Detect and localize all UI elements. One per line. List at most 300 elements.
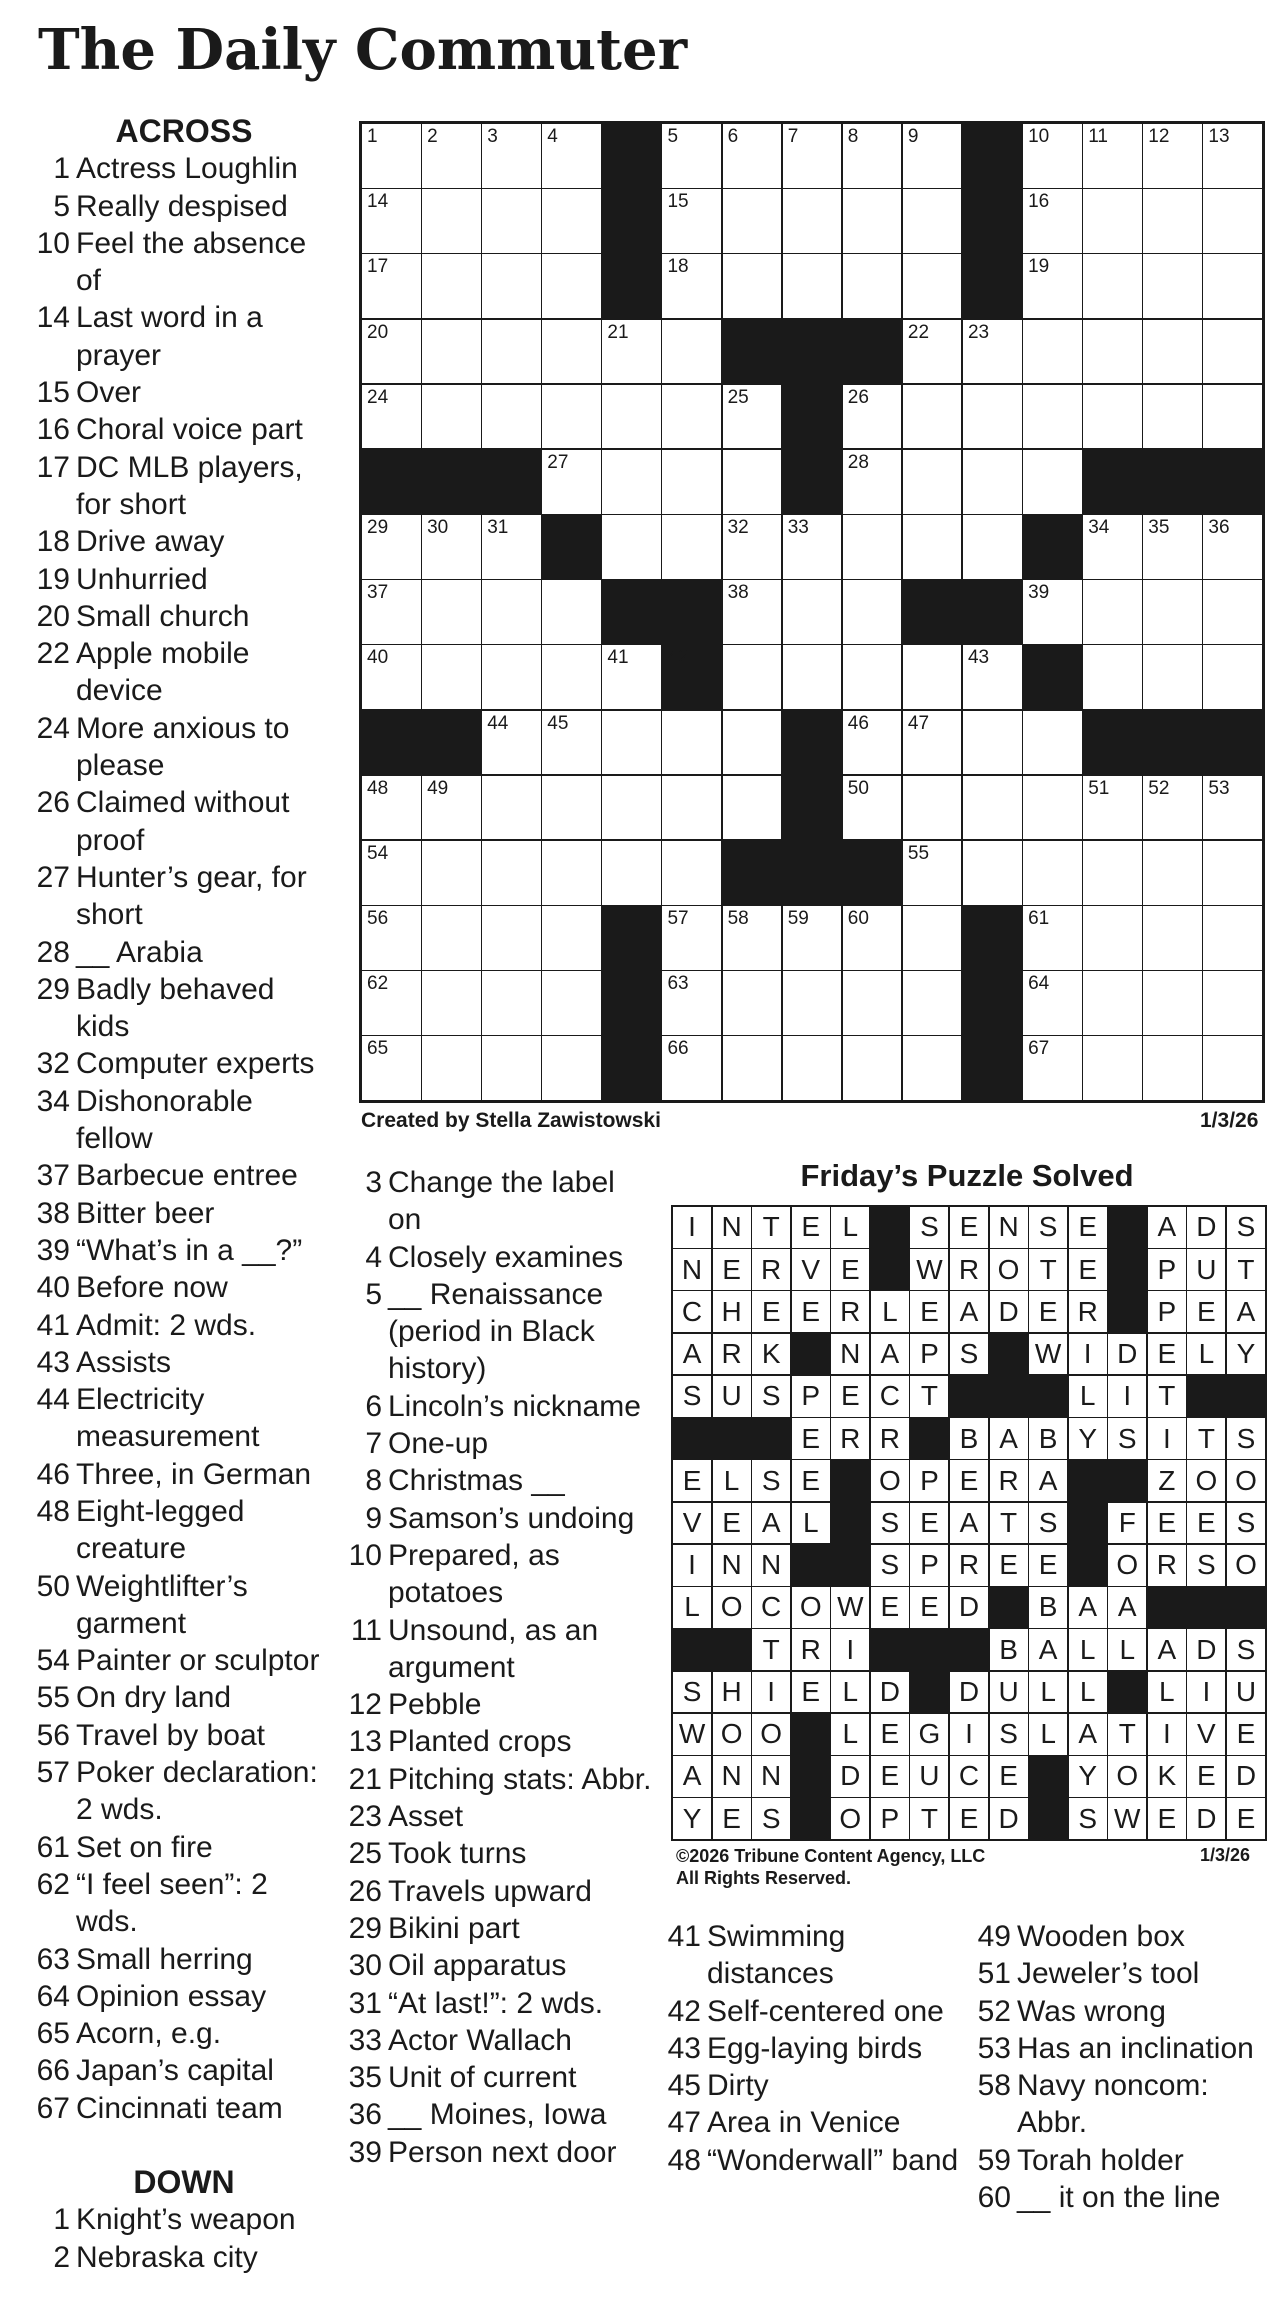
grid-cell[interactable]: [843, 515, 902, 579]
clue-number: 15: [36, 376, 70, 410]
grid-cell[interactable]: [542, 189, 601, 253]
grid-cell[interactable]: [482, 906, 541, 970]
grid-cell[interactable]: [482, 776, 541, 840]
grid-cell[interactable]: [422, 515, 481, 579]
clue-number: 53: [977, 2031, 1011, 2065]
grid-cell[interactable]: [1203, 385, 1262, 449]
grid-cell[interactable]: [1203, 124, 1262, 188]
solution-cell: S: [1029, 1207, 1067, 1248]
clue-text: “What’s in a __?”: [76, 1233, 303, 1267]
rights-line: All Rights Reserved.: [676, 1868, 852, 1888]
clue-text: Before now: [76, 1271, 228, 1305]
grid-cell[interactable]: [542, 385, 601, 449]
down-clue: [346, 1164, 656, 1239]
solution-cell: R: [831, 1291, 869, 1332]
grid-cell[interactable]: [542, 711, 601, 775]
grid-cell[interactable]: [1203, 645, 1262, 709]
grid-cell[interactable]: [843, 645, 902, 709]
grid-cell[interactable]: [662, 320, 721, 384]
grid-cell[interactable]: [723, 971, 782, 1035]
cell-number: 12: [1148, 126, 1170, 147]
grid-cell[interactable]: [602, 645, 661, 709]
grid-cell[interactable]: [1023, 385, 1082, 449]
clue-number: 39: [348, 2135, 382, 2169]
grid-cell[interactable]: [1083, 580, 1142, 644]
grid-cell[interactable]: [1083, 124, 1142, 188]
grid-cell[interactable]: [662, 385, 721, 449]
down-clue: [346, 1873, 656, 1910]
down-clue: [346, 1276, 656, 1388]
solution-black-square: [713, 1629, 751, 1670]
grid-cell[interactable]: [903, 841, 962, 905]
grid-cell[interactable]: [843, 385, 902, 449]
grid-cell[interactable]: [1143, 385, 1202, 449]
grid-cell[interactable]: [783, 1036, 842, 1100]
grid-cell[interactable]: [482, 971, 541, 1035]
grid-cell[interactable]: [1143, 124, 1202, 188]
grid-cell[interactable]: [1143, 776, 1202, 840]
grid-cell[interactable]: [662, 450, 721, 514]
solution-cell: R: [792, 1629, 830, 1670]
grid-cell[interactable]: [1203, 906, 1262, 970]
grid-cell[interactable]: [903, 711, 962, 775]
clue-number: 48: [36, 1494, 70, 1528]
clue-text: Dirty: [707, 2069, 769, 2103]
solution-cell: T: [1108, 1714, 1146, 1755]
solution-cell: L: [1069, 1629, 1107, 1670]
grid-cell[interactable]: [662, 711, 721, 775]
grid-cell[interactable]: [783, 515, 842, 579]
grid-cell[interactable]: [362, 1036, 421, 1100]
solution-cell: P: [1148, 1291, 1186, 1332]
solution-cell: O: [1187, 1460, 1225, 1501]
grid-cell[interactable]: [1203, 189, 1262, 253]
grid-cell[interactable]: [662, 189, 721, 253]
grid-cell[interactable]: [482, 189, 541, 253]
grid-cell[interactable]: [602, 385, 661, 449]
grid-cell[interactable]: [422, 580, 481, 644]
clue-number: 2: [53, 2240, 70, 2274]
clue-number: 20: [36, 599, 70, 633]
grid-cell[interactable]: [602, 711, 661, 775]
down-clue: [975, 2030, 1275, 2067]
grid-cell[interactable]: [903, 254, 962, 318]
grid-cell[interactable]: [1023, 124, 1082, 188]
solution-cell: N: [713, 1756, 751, 1797]
clue-text: Weightlifter’s garment: [76, 1569, 248, 1640]
clue-column-2: [346, 1164, 656, 2171]
grid-cell[interactable]: [422, 124, 481, 188]
grid-cell[interactable]: [963, 450, 1022, 514]
solution-cell: E: [1227, 1798, 1265, 1839]
grid-cell[interactable]: [542, 254, 601, 318]
across-clue: [34, 1307, 334, 1344]
grid-cell[interactable]: [362, 124, 421, 188]
grid-cell[interactable]: [422, 1036, 481, 1100]
grid-cell[interactable]: [1143, 841, 1202, 905]
grid-cell[interactable]: [1203, 1036, 1262, 1100]
grid-cell[interactable]: [482, 254, 541, 318]
grid-cell[interactable]: [723, 385, 782, 449]
cell-number: 58: [727, 908, 749, 929]
grid-cell[interactable]: [1143, 254, 1202, 318]
grid-cell[interactable]: [903, 385, 962, 449]
clue-number: 41: [36, 1308, 70, 1342]
grid-cell[interactable]: [903, 776, 962, 840]
solution-cell: P: [1148, 1249, 1186, 1290]
grid-cell[interactable]: [482, 320, 541, 384]
solution-cell: Y: [1069, 1756, 1107, 1797]
cell-number: 40: [367, 647, 389, 669]
clue-column-4: [975, 1918, 1275, 2216]
grid-cell[interactable]: [723, 189, 782, 253]
solution-black-square: [792, 1334, 830, 1375]
grid-cell[interactable]: [1083, 515, 1142, 579]
clue-number: 22: [36, 637, 70, 671]
grid-cell[interactable]: [903, 906, 962, 970]
grid-cell[interactable]: [602, 320, 661, 384]
grid-cell[interactable]: [422, 320, 481, 384]
grid-cell[interactable]: [1023, 1036, 1082, 1100]
grid-cell[interactable]: [422, 189, 481, 253]
solution-black-square: [1029, 1756, 1067, 1797]
grid-cell[interactable]: [482, 1036, 541, 1100]
solution-cell: K: [752, 1334, 790, 1375]
grid-cell[interactable]: [1083, 776, 1142, 840]
grid-cell[interactable]: [1083, 971, 1142, 1035]
grid-cell[interactable]: [542, 124, 601, 188]
grid-cell[interactable]: [662, 906, 721, 970]
solution-cell: T: [1029, 1249, 1067, 1290]
grid-cell[interactable]: [723, 254, 782, 318]
grid-cell[interactable]: [602, 515, 661, 579]
cell-number: 4: [547, 126, 558, 147]
grid-cell[interactable]: [662, 1036, 721, 1100]
grid-cell[interactable]: [1203, 776, 1262, 840]
grid-cell[interactable]: [1203, 841, 1262, 905]
grid-cell[interactable]: [362, 254, 421, 318]
down-clue: [346, 1761, 656, 1798]
grid-cell[interactable]: [422, 906, 481, 970]
grid-cell[interactable]: [362, 189, 421, 253]
grid-cell[interactable]: [903, 1036, 962, 1100]
cell-number: 47: [907, 712, 930, 734]
clue-text: Three, in German: [76, 1457, 312, 1491]
clue-number: 62: [36, 1867, 70, 1901]
solution-cell: E: [871, 1756, 909, 1797]
grid-cell[interactable]: [723, 906, 782, 970]
grid-cell[interactable]: [843, 124, 902, 188]
grid-cell[interactable]: [723, 1036, 782, 1100]
black-square: [1023, 515, 1082, 579]
grid-cell[interactable]: [1143, 645, 1202, 709]
black-square: [783, 320, 842, 384]
grid-cell[interactable]: [1083, 254, 1142, 318]
grid-cell[interactable]: [482, 515, 541, 579]
cell-number: 29: [367, 517, 389, 538]
grid-cell[interactable]: [1023, 971, 1082, 1035]
down-clue: [346, 1239, 656, 1276]
grid-cell[interactable]: [362, 971, 421, 1035]
grid-cell[interactable]: [662, 254, 721, 318]
grid-cell[interactable]: [843, 776, 902, 840]
grid-cell[interactable]: [903, 124, 962, 188]
clue-text: Egg-laying birds: [707, 2031, 923, 2065]
grid-cell[interactable]: [903, 971, 962, 1035]
grid-cell[interactable]: [1083, 906, 1142, 970]
clue-text: Apple mobile device: [76, 637, 250, 708]
cell-number: 18: [667, 256, 689, 278]
grid-cell[interactable]: [422, 776, 481, 840]
grid-cell[interactable]: [963, 515, 1022, 579]
solution-cell: E: [990, 1756, 1028, 1797]
grid-cell[interactable]: [783, 254, 842, 318]
grid-cell[interactable]: [542, 971, 601, 1035]
down-clue: [346, 1835, 656, 1872]
grid-cell[interactable]: [542, 645, 601, 709]
clue-text: __ Arabia: [76, 935, 203, 969]
grid-cell[interactable]: [602, 450, 661, 514]
grid-cell[interactable]: [1023, 320, 1082, 384]
solution-cell: S: [910, 1207, 948, 1248]
down-clue: [665, 2142, 965, 2179]
grid-cell[interactable]: [1203, 515, 1262, 579]
solution-black-square: [752, 1418, 790, 1459]
grid-cell[interactable]: [1083, 385, 1142, 449]
black-square: [482, 450, 541, 514]
grid-cell[interactable]: [723, 515, 782, 579]
grid-cell[interactable]: [1023, 776, 1082, 840]
grid-cell[interactable]: [482, 841, 541, 905]
grid-cell[interactable]: [422, 841, 481, 905]
clue-number: 60: [977, 2181, 1011, 2215]
clue-text: Cincinnati team: [76, 2091, 283, 2125]
grid-cell[interactable]: [783, 645, 842, 709]
grid-cell[interactable]: [662, 515, 721, 579]
grid-cell[interactable]: [362, 645, 421, 709]
grid-cell[interactable]: [422, 254, 481, 318]
grid-cell[interactable]: [843, 906, 902, 970]
grid-cell[interactable]: [783, 189, 842, 253]
grid-cell[interactable]: [1083, 1036, 1142, 1100]
across-clue: [34, 561, 334, 598]
grid-cell[interactable]: [723, 580, 782, 644]
clue-number: 29: [36, 972, 70, 1006]
grid-cell[interactable]: [662, 841, 721, 905]
grid-cell[interactable]: [1083, 320, 1142, 384]
grid-cell[interactable]: [1203, 320, 1262, 384]
grid-cell[interactable]: [723, 124, 782, 188]
clue-text: Nebraska city: [76, 2240, 258, 2274]
grid-cell[interactable]: [1143, 515, 1202, 579]
clue-number: 55: [36, 1681, 70, 1715]
black-square: [1203, 450, 1262, 514]
cell-number: 34: [1088, 517, 1110, 538]
grid-cell[interactable]: [1203, 580, 1262, 644]
grid-cell[interactable]: [542, 450, 601, 514]
grid-cell[interactable]: [362, 320, 421, 384]
grid-cell[interactable]: [1143, 971, 1202, 1035]
grid-cell[interactable]: [362, 841, 421, 905]
solution-black-square: [673, 1418, 711, 1459]
grid-cell[interactable]: [482, 645, 541, 709]
grid-cell[interactable]: [542, 841, 601, 905]
clue-text: Torah holder: [1017, 2143, 1184, 2177]
clue-number: 42: [667, 1994, 701, 2028]
grid-cell[interactable]: [723, 645, 782, 709]
across-clue: [34, 934, 334, 971]
grid-cell[interactable]: [1143, 320, 1202, 384]
grid-cell[interactable]: [362, 385, 421, 449]
grid-cell[interactable]: [1143, 189, 1202, 253]
grid-cell[interactable]: [1203, 254, 1262, 318]
grid-cell[interactable]: [783, 906, 842, 970]
grid-cell[interactable]: [602, 776, 661, 840]
grid-cell[interactable]: [482, 580, 541, 644]
grid-cell[interactable]: [783, 580, 842, 644]
grid-cell[interactable]: [963, 385, 1022, 449]
cell-number: 53: [1208, 777, 1230, 799]
grid-cell[interactable]: [843, 254, 902, 318]
grid-cell[interactable]: [422, 645, 481, 709]
clue-column-1: [34, 113, 334, 2276]
grid-cell[interactable]: [542, 776, 601, 840]
grid-cell[interactable]: [542, 580, 601, 644]
solution-cell: E: [1029, 1291, 1067, 1332]
clue-text: Travel by boat: [76, 1718, 265, 1752]
across-clue: [34, 1866, 334, 1941]
grid-cell[interactable]: [1143, 906, 1202, 970]
grid-cell[interactable]: [1143, 1036, 1202, 1100]
grid-cell[interactable]: [783, 971, 842, 1035]
solution-black-square: [990, 1334, 1028, 1375]
grid-cell[interactable]: [903, 189, 962, 253]
solution-black-square: [990, 1587, 1028, 1628]
black-square: [1203, 711, 1262, 775]
grid-cell[interactable]: [843, 1036, 902, 1100]
clue-number: 48: [667, 2143, 701, 2177]
clue-number: 51: [977, 1957, 1011, 1991]
grid-cell[interactable]: [1083, 645, 1142, 709]
clue-text: __ Renaissance (period in Black history): [388, 1277, 604, 1386]
black-square: [662, 645, 721, 709]
grid-cell[interactable]: [843, 971, 902, 1035]
solution-cell: T: [910, 1376, 948, 1417]
grid-cell[interactable]: [482, 711, 541, 775]
cell-number: 49: [427, 777, 449, 799]
clue-number: 10: [348, 1538, 382, 1572]
grid-cell[interactable]: [903, 320, 962, 384]
grid-cell[interactable]: [723, 776, 782, 840]
grid-cell[interactable]: [362, 776, 421, 840]
grid-cell[interactable]: [1023, 711, 1082, 775]
grid-cell[interactable]: [1023, 841, 1082, 905]
clue-number: 1: [53, 2203, 70, 2237]
cell-number: 43: [967, 647, 990, 669]
solution-cell: I: [673, 1545, 711, 1586]
cell-number: 37: [367, 582, 389, 604]
grid-cell[interactable]: [1083, 841, 1142, 905]
grid-cell[interactable]: [903, 450, 962, 514]
grid-cell[interactable]: [542, 320, 601, 384]
solution-cell: R: [831, 1418, 869, 1459]
solution-cell: C: [673, 1291, 711, 1332]
clue-text: __ Moines, Iowa: [388, 2098, 607, 2132]
clue-number: 23: [348, 1800, 382, 1834]
grid-cell[interactable]: [903, 645, 962, 709]
grid-cell[interactable]: [662, 971, 721, 1035]
grid-cell[interactable]: [963, 645, 1022, 709]
solution-black-square: [1108, 1460, 1146, 1501]
grid-cell[interactable]: [723, 711, 782, 775]
grid-cell[interactable]: [362, 515, 421, 579]
solution-cell: D: [990, 1291, 1028, 1332]
grid-cell[interactable]: [1203, 971, 1262, 1035]
grid-cell[interactable]: [362, 580, 421, 644]
solution-cell: A: [673, 1334, 711, 1375]
solution-cell: S: [673, 1672, 711, 1713]
grid-cell[interactable]: [482, 385, 541, 449]
clue-text: Wooden box: [1017, 1920, 1185, 1953]
clue-number: 67: [36, 2091, 70, 2125]
black-square: [963, 971, 1022, 1035]
clue-number: 66: [36, 2054, 70, 2088]
down-clue: [346, 1686, 656, 1723]
grid-cell[interactable]: [1023, 906, 1082, 970]
black-square: [602, 1036, 661, 1100]
grid-cell[interactable]: [843, 189, 902, 253]
down-clue: [346, 2096, 656, 2133]
cell-number: 44: [487, 712, 509, 734]
grid-cell[interactable]: [542, 1036, 601, 1100]
grid-cell[interactable]: [602, 841, 661, 905]
solution-cell: E: [950, 1798, 988, 1839]
grid-cell[interactable]: [1083, 189, 1142, 253]
grid-cell[interactable]: [963, 711, 1022, 775]
grid-cell[interactable]: [963, 776, 1022, 840]
grid-cell[interactable]: [843, 711, 902, 775]
solution-cell: E: [1069, 1207, 1107, 1248]
grid-cell[interactable]: [662, 124, 721, 188]
grid-cell[interactable]: [422, 971, 481, 1035]
grid-cell[interactable]: [422, 385, 481, 449]
grid-cell[interactable]: [963, 320, 1022, 384]
grid-cell[interactable]: [783, 124, 842, 188]
clue-text: Assists: [76, 1345, 172, 1379]
grid-cell[interactable]: [1023, 254, 1082, 318]
grid-cell[interactable]: [1023, 580, 1082, 644]
cell-number: 15: [667, 191, 689, 213]
grid-cell[interactable]: [843, 580, 902, 644]
cell-number: 42: [667, 647, 689, 669]
grid-cell[interactable]: [542, 906, 601, 970]
grid-cell[interactable]: [903, 515, 962, 579]
crossword-grid: [359, 121, 1265, 1103]
grid-cell[interactable]: [1023, 189, 1082, 253]
black-square: [602, 971, 661, 1035]
grid-cell[interactable]: [362, 906, 421, 970]
solution-cell: Y: [673, 1798, 711, 1839]
clue-text: Unit of current: [388, 2061, 577, 2095]
grid-cell[interactable]: [723, 450, 782, 514]
grid-cell[interactable]: [1023, 450, 1082, 514]
grid-cell[interactable]: [662, 776, 721, 840]
grid-cell[interactable]: [963, 841, 1022, 905]
grid-cell[interactable]: [482, 124, 541, 188]
grid-cell[interactable]: [843, 450, 902, 514]
solution-cell: S: [990, 1714, 1028, 1755]
grid-cell[interactable]: [1143, 580, 1202, 644]
